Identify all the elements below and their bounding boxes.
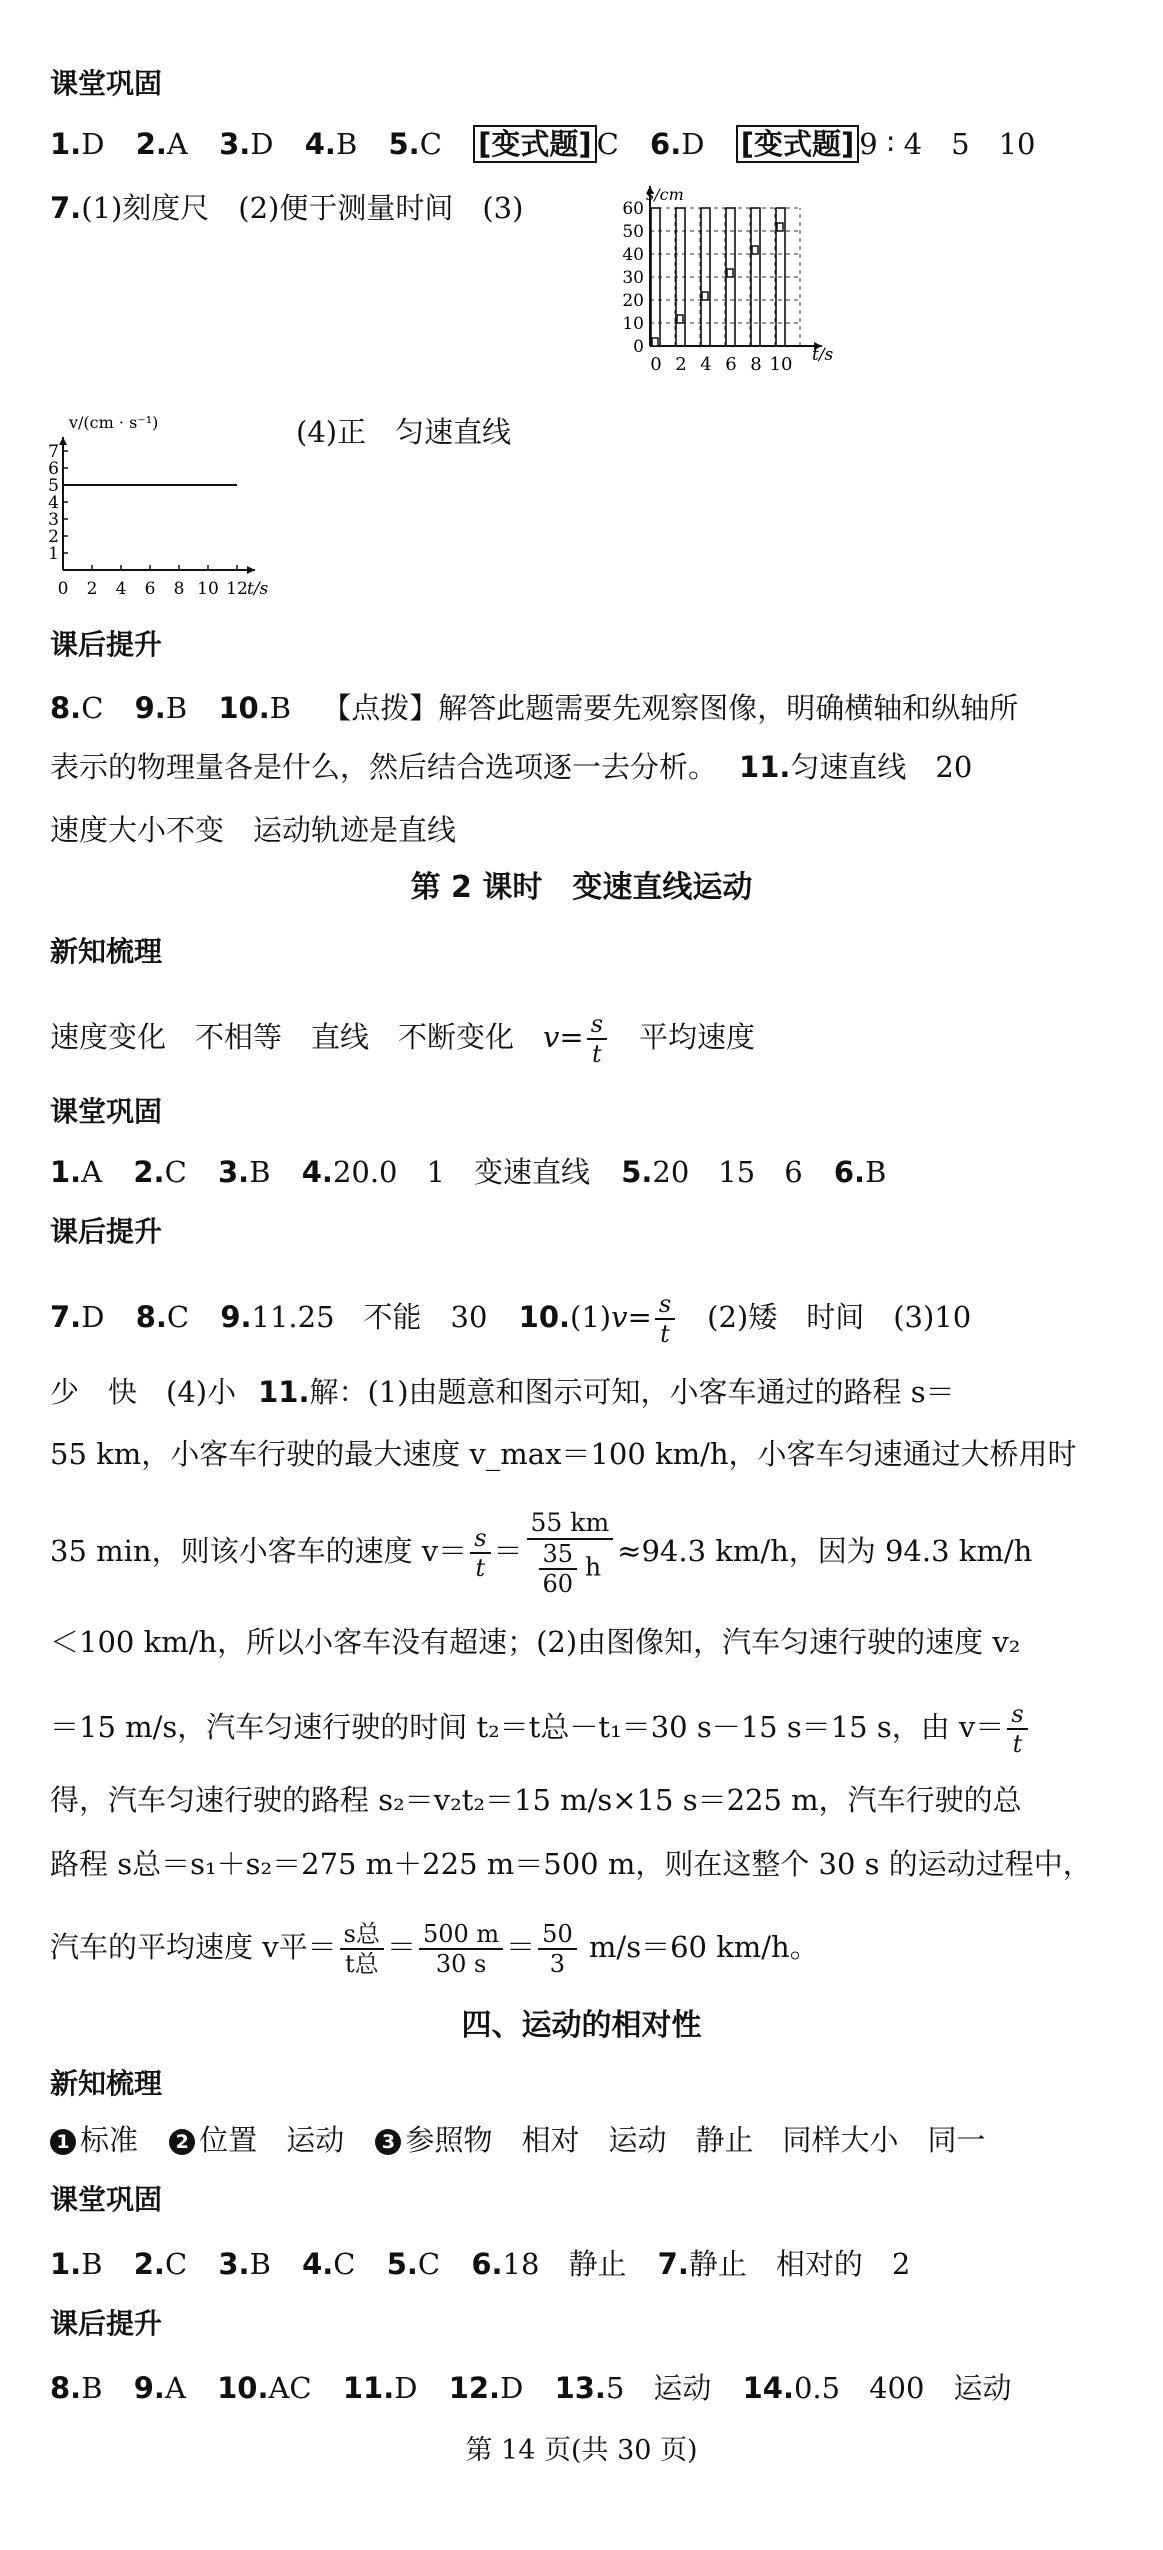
data-point [652, 338, 658, 346]
heading-ketang-3: 课堂巩固 [50, 2183, 163, 2216]
x-tick-label: 2 [86, 579, 98, 599]
heading-xinzhi-2: 新知梳理 [50, 2067, 163, 2100]
x-tick-label: 6 [725, 354, 737, 375]
y-axis-arrow [59, 437, 67, 445]
answers-line-1: 1.D 2.A 3.D 4.B 5.C [变式题] C 6.D [变式题] 9 ∶ 4 5 10 [50, 127, 1036, 161]
x-axis-label: t/s [812, 345, 834, 365]
heading-kehou-3: 课后提升 [50, 2307, 163, 2340]
y-tick-label: 7 [48, 442, 59, 462]
y-tick-label: 1 [48, 544, 59, 564]
variant-tag: [变式题] [473, 125, 597, 163]
x-tick-label: 6 [144, 579, 156, 599]
answers-line-16: 1.B 2.C 3.B 4.C 5.C 6.18 静止 7.静止 相对的 2 [50, 2247, 911, 2281]
x-axis-label: t/s [247, 579, 269, 599]
x-tick-label: 0 [650, 354, 662, 375]
lesson-2-title: 第 2 课时 变速直线运动 [410, 870, 753, 905]
answers-line-4: 表示的物理量各是什么，然后结合选项逐一去分析。 11.匀速直线 20 [50, 750, 973, 784]
page-footer: 第 14 页(共 30 页) [465, 2435, 698, 2466]
y-tick-label: 0 [633, 337, 644, 357]
v-t-graph [45, 410, 275, 610]
y-tick-label: 30 [622, 268, 644, 288]
answers-line-2: 7.(1)刻度尺 (2)便于测量时间 (3) [50, 191, 524, 225]
x-tick-label: 0 [57, 579, 69, 599]
answers-line-14: 路程 s总＝s₁＋s₂＝275 m＋225 m＝500 m，则在这整个 30 s 的运动过程中， [50, 1847, 1092, 1881]
y-tick-label: 20 [622, 291, 644, 311]
answers-line-5: 速度大小不变 运动轨迹是直线 [50, 813, 457, 847]
data-point [777, 223, 783, 231]
answers-line-15: 汽车的平均速度 v平＝ $\frac{\text{s总}}{\text{t总}}$ ＝ $\frac{500 m}{30 s}$ ＝ $\frac{50}{3}$ m/s＝60 km/h。 [50, 1920, 819, 1978]
y-tick-label: 3 [48, 510, 59, 530]
answers-line-8: 少 快 (4)小 11.解：(1)由题意和图示可知，小客车通过的路程 s＝ [50, 1375, 955, 1409]
x-tick-label: 12 [226, 579, 248, 599]
y-axis-label: v/(cm · s⁻¹) [69, 413, 159, 432]
x-tick-label: 4 [700, 354, 712, 375]
section-4-title: 四、运动的相对性 [461, 2008, 702, 2043]
x-tick-label: 10 [197, 579, 219, 599]
answers-line-7: 7.D 8.C 9.11.25 不能 30 10.(1)v= $\frac{s}{t}$ (2)矮 时间 (3)10 [50, 1290, 972, 1348]
y-axis-label: s/cm [646, 186, 684, 204]
answers-line-10: 35 min，则该小客车的速度 v＝ $\frac{s}{t}$ ＝ 55 km $\frac{35}{60}$ h ≈94.3 km/h，因为 94.3 km/h [50, 1508, 1033, 1598]
answers-line-11: ＜100 km/h，所以小客车没有超速；(2)由图像知，汽车匀速行驶的速度 v₂ [50, 1625, 1021, 1659]
x-tick-label: 10 [769, 354, 793, 375]
y-tick-label: 10 [622, 314, 644, 334]
xinzhi-line-2: 1 标准 2 位置 运动 3 参照物 相对 运动 静止 同样大小 同一 [50, 2118, 1123, 2162]
answers-line-17: 8.B 9.A 10.AC 11.D 12.D 13.5 运动 14.0.5 400 运动 [50, 2371, 1012, 2405]
x-tick-label: 4 [115, 579, 127, 599]
data-point [702, 292, 708, 300]
heading-kehou-1: 课后提升 [50, 628, 163, 661]
xinzhi-line: 速度变化 不相等 直线 不断变化 v= $\frac{s}{t}$ 平均速度 [50, 1010, 756, 1068]
heading-kehou-2: 课后提升 [50, 1215, 163, 1248]
y-tick-label: 50 [622, 222, 644, 242]
x-tick-label: 8 [750, 354, 762, 375]
answers-line-6: 1.A 2.C 3.B 4.20.0 1 变速直线 5.20 15 6 6.B [50, 1155, 887, 1189]
heading-ketang-2: 课堂巩固 [50, 1095, 163, 1128]
y-tick-label: 40 [622, 245, 644, 265]
x-tick-label: 8 [173, 579, 185, 599]
answers-line-9: 55 km，小客车行驶的最大速度 v_max＝100 km/h，小客车匀速通过大桥用时 [50, 1437, 1077, 1471]
y-tick-label: 60 [622, 199, 644, 219]
y-tick-label: 4 [48, 493, 59, 513]
answers-line-12: ＝15 m/s，汽车匀速行驶的时间 t₂＝t总－t₁＝30 s－15 s＝15 s，由 v＝ $\frac{s}{t}$ [50, 1700, 1123, 1758]
heading-xinzhi-1: 新知梳理 [50, 935, 163, 968]
answers-line-3: 8.C 9.B 10.B 【点拨】解答此题需要先观察图像，明确横轴和纵轴所 [50, 691, 1019, 725]
answer-7-4: (4)正 匀速直线 [296, 415, 512, 449]
y-tick-label: 5 [48, 476, 59, 496]
data-point [752, 246, 758, 254]
x-axis-arrow [247, 566, 255, 574]
data-point [727, 269, 733, 277]
y-tick-label: 6 [48, 459, 59, 479]
variant-tag: [变式题] [736, 125, 860, 163]
answers-line-13: 得，汽车匀速行驶的路程 s₂＝v₂t₂＝15 m/s×15 s＝225 m，汽车行驶的总 [50, 1783, 1022, 1817]
data-point [677, 315, 683, 323]
heading-ketang-1: 课堂巩固 [50, 67, 163, 100]
y-tick-label: 2 [48, 527, 59, 547]
x-tick-label: 2 [675, 354, 687, 375]
s-t-graph [590, 186, 890, 386]
